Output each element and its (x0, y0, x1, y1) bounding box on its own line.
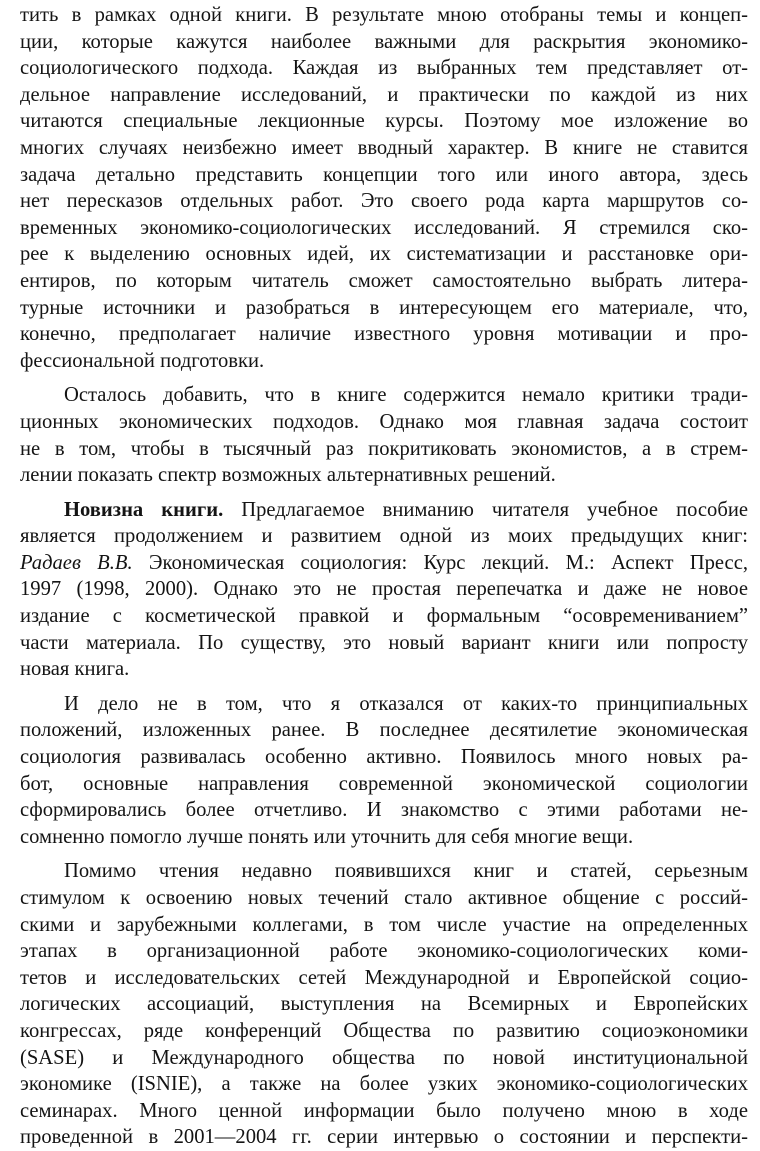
text-line: читаются специальные лекционные курсы. Поэтому мое изложение во (20, 110, 748, 133)
text-line: сформировались более отчетливо. И знакомство с этими работами не- (20, 799, 748, 822)
text-line: лении показать спектр возможных альтернативных решений. (20, 464, 556, 487)
paragraph-continuation (20, 2, 748, 374)
text-line (20, 550, 748, 577)
text-line: турные источники и разобраться в интересующем его материале, что, (20, 296, 748, 319)
paragraph-novelty (20, 497, 748, 683)
text-line-content: И дело не в том, что я отказался от каких-то принципиальных (64, 692, 748, 715)
novelty-heading: Новизна книги. (64, 498, 224, 521)
text-line: ентиров, по которым читатель сможет самостоятельно выбрать литера- (20, 269, 748, 292)
text-line: многих случаях неизбежно имеет вводный характер. В книге не ставится (20, 136, 748, 159)
text-line: нет пересказов отдельных работ. Это своего рода карта маршрутов со- (20, 190, 748, 213)
text-line: бот, основные направления современной экономической социологии (20, 772, 748, 795)
paragraph-criticism (20, 382, 748, 488)
text-line: является продолжением и развитием одной из моих предыдущих книг: (20, 525, 748, 548)
text-line: не в том, чтобы в тысячный раз покритиковать экономистов, а в стрем- (20, 437, 748, 460)
text-line: семинарах. Много ценной информации было получено мною в ходе (20, 1099, 748, 1122)
text-line: ционных экономических подходов. Однако моя главная задача состоит (20, 410, 748, 433)
text-line-content: Помимо чтения недавно появившихся книг и статей, серьезным (64, 860, 748, 883)
text-line-content: Осталось добавить, что в книге содержится немало критики тради- (64, 384, 748, 407)
text-line: проведенной в 2001—2004 гг. серии интервью о состоянии и перспекти- (20, 1126, 748, 1149)
text-line (20, 497, 748, 524)
text-line: 1997 (1998, 2000). Однако это не простая перепечатка и даже не новое (20, 578, 748, 601)
text-line: социологического подхода. Каждая из выбранных тем представляет от- (20, 57, 748, 80)
text-line: новая книга. (20, 658, 130, 681)
paragraph-collaboration (20, 858, 748, 1151)
text-line: скими и зарубежными коллегами, в том числе участие на определенных (20, 913, 748, 936)
text-line: дельное направление исследований, и практически по каждой из них (20, 83, 748, 106)
text-line: издание с косметической правкой и формальным “осовремениванием” (20, 605, 748, 628)
text-line: тетов и исследовательских сетей Международной и Европейской социо- (20, 966, 748, 989)
text-line: (SASE) и Международного общества по новой институциональной (20, 1046, 748, 1069)
text-line: конечно, предполагает наличие известного уровня мотивации и про- (20, 323, 748, 346)
text-line: части материала. По существу, это новый вариант книги или попросту (20, 631, 748, 654)
text-line: задача детально представить концепции того или иного автора, здесь (20, 163, 748, 186)
text-line: тить в рамках одной книги. В результате мною отобраны темы и концеп- (20, 4, 748, 26)
text-line-content: Предлагаемое вниманию читателя учебное пособие (223, 498, 748, 521)
author-name: Радаев В.В. (20, 551, 133, 574)
text-line (20, 691, 748, 718)
text-line (20, 382, 748, 409)
paragraph-development (20, 691, 748, 851)
text-line: логических ассоциаций, выступления на Всемирных и Европейских (20, 993, 748, 1016)
text-line: ции, которые кажутся наиболее важными для раскрытия экономико- (20, 30, 748, 53)
text-line: конгрессах, ряде конференций Общества по развитию социоэкономики (20, 1019, 748, 1042)
text-line-content: Экономическая социология: Курс лекций. М.: Аспект Пресс, (132, 551, 748, 574)
text-line: временных экономико-социологических исследований. Я стремился ско- (20, 216, 748, 239)
text-line: экономике (ISNIE), а также на более узких экономико-социологических (20, 1073, 748, 1096)
text-line: положений, изложенных ранее. В последнее десятилетие экономическая (20, 719, 748, 742)
text-line: социология развивалась особенно активно. Появилось много новых ра- (20, 746, 748, 769)
text-line: рее к выделению основных идей, их систематизации и расстановке ори- (20, 243, 748, 266)
text-line: этапах в организационной работе экономико-социологических коми- (20, 940, 748, 963)
text-line: фессиональной подготовки. (20, 349, 265, 372)
text-line: стимулом к освоению новых течений стало активное общение с россий- (20, 887, 748, 909)
text-line (20, 858, 748, 885)
text-line: сомненно помогло лучше понять или уточнить для себя многие вещи. (20, 825, 634, 848)
book-page (20, 2, 748, 1151)
